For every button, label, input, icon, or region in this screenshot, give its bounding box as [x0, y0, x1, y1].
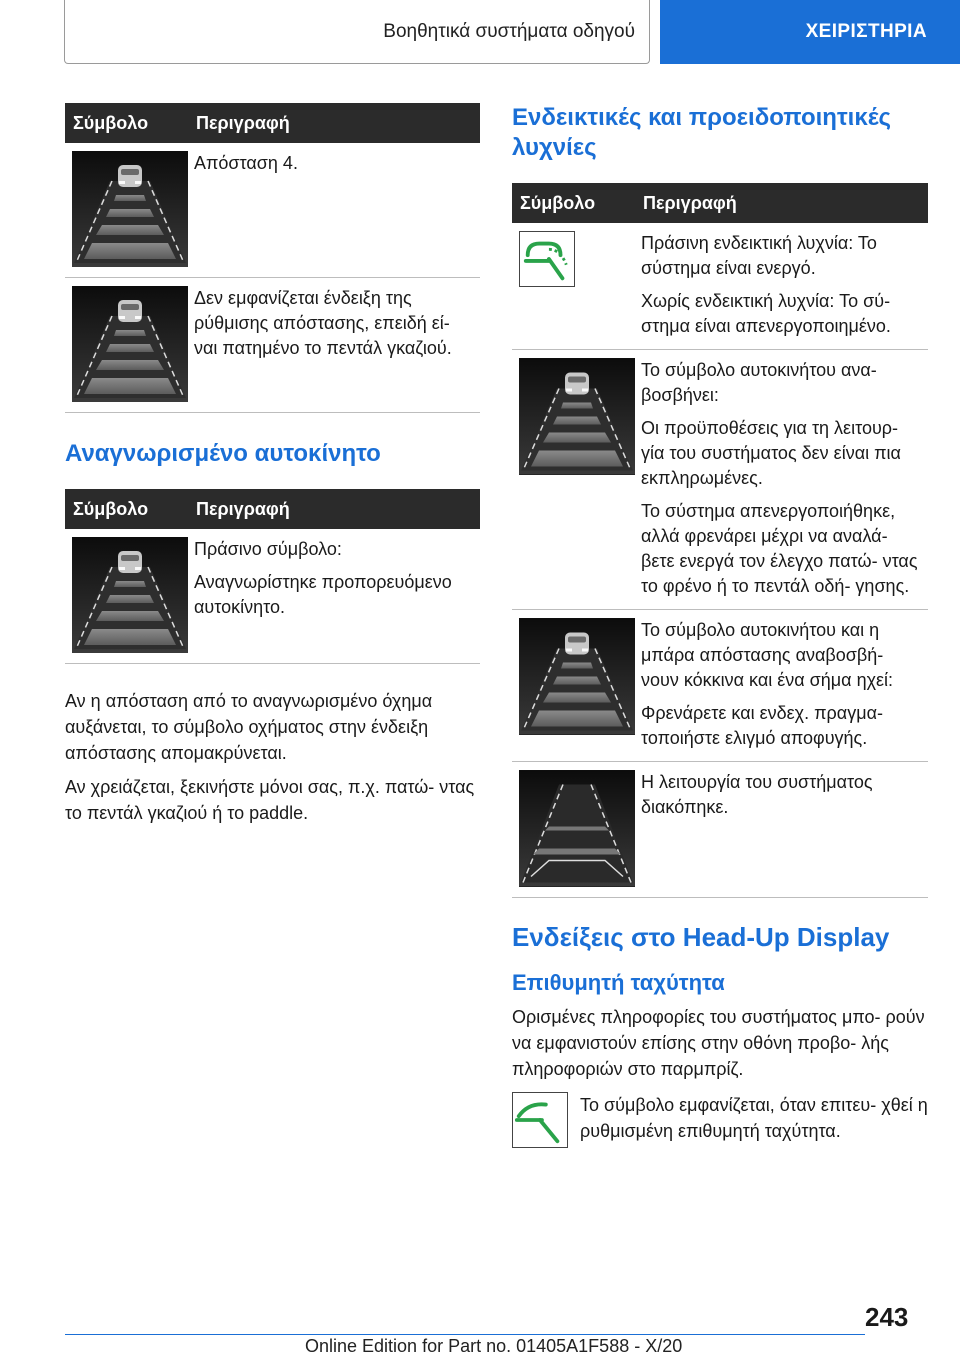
hud-icon-text: Το σύμβολο εμφανίζεται, όταν επιτευ- χθεί η ρυθμισμένη επιθυμητή ταχύτητα. [580, 1095, 928, 1141]
header-symbol: Σύμβολο [65, 103, 188, 143]
header-section-title: Βοηθητικά συστήματα οδηγού [383, 20, 635, 42]
left-column [65, 103, 480, 826]
table-row [512, 223, 928, 350]
section-title-hud: Ενδείξεις στο Head-Up Display [512, 922, 890, 952]
row-text: Απόσταση 4. [194, 153, 298, 173]
row-text: Το σύστημα απενεργοποιήθηκε, αλλά φρενάρει μέχρι να αναλά- βετε ενεργά τον έλεγχο πατώ- ντας το φρένο ή το πεντάλ οδή- γησης. [641, 501, 918, 596]
table-row [512, 610, 928, 762]
table-row [65, 143, 480, 278]
row-text: Η λειτουργία του συστήματος διακόπηκε. [641, 772, 873, 817]
section-title-recognized: Αναγνωρισμένο αυτοκίνητο [65, 440, 381, 467]
symbol-table-recognized [65, 489, 480, 664]
table-header-row [512, 183, 928, 223]
row-text: Πράσινη ενδεικτική λυχνία: Το σύστημα είναι ενεργό. [641, 233, 877, 278]
section-title-lamps: Ενδεικτικές και προειδοποιητικές λυχνίες [512, 104, 892, 161]
row-text: Οι προϋποθέσεις για τη λειτουρ- γία του συστήματος δεν είναι πια εκπληρωμένες. [641, 418, 901, 488]
row-text: Χωρίς ενδεικτική λυχνία: Το σύ- στημα είναι απενεργοποιημένο. [641, 291, 891, 336]
header-description: Περιγραφή [188, 489, 480, 529]
header-chapter-title: ΧΕΙΡΙΣΤΗΡΙΑ [805, 21, 927, 42]
body-paragraph: Ορισμένες πληροφορίες του συστήματος μπο- ρούν να εμφανιστούν επίσης στην οθόνη προβο- λής πληροφοριών στο παρμπρίζ. [512, 1007, 925, 1079]
row-text: Το σύμβολο αυτοκινήτου και η μπάρα απόστασης αναβοσβή- νουν κόκκινα και ένα σήμα ηχεί: [641, 620, 894, 690]
body-paragraph: Αν χρειάζεται, ξεκινήστε μόνοι σας, π.χ. πατώ- ντας το πεντάλ γκαζιού ή το paddle. [65, 777, 475, 823]
desired-speed-hud-icon [512, 1092, 568, 1148]
header-symbol: Σύμβολο [65, 489, 188, 529]
row-text: Αναγνωρίστηκε προπορευόμενο αυτοκίνητο. [194, 572, 452, 617]
row-text: Το σύμβολο αυτοκινήτου ανα- βοσβήνει: [641, 360, 877, 405]
table-row [65, 278, 480, 413]
table-row [65, 529, 480, 664]
distance-accelerator-symbol [72, 286, 188, 402]
right-column [512, 103, 928, 1148]
table-header-row [65, 489, 480, 529]
recognized-vehicle-symbol [72, 537, 188, 653]
header-symbol: Σύμβολο [512, 183, 635, 223]
symbol-table-lamps [512, 183, 928, 898]
speed-indicator-lamp-icon [519, 231, 575, 287]
symbol-table-distance [65, 103, 480, 413]
row-text: Πράσινο σύμβολο: [194, 539, 342, 559]
hud-icon-row [512, 1092, 928, 1148]
header-description: Περιγραφή [188, 103, 480, 143]
distance-4-symbol [72, 151, 188, 267]
page-number: 243 [865, 1302, 909, 1332]
row-text: Δεν εμφανίζεται ένδειξη της ρύθμισης απόστασης, επειδή εί- ναι πατημένο το πεντάλ γκαζιού. [194, 288, 452, 358]
table-row [512, 762, 928, 898]
footer-edition: Online Edition for Part no. 01405A1F588 - X/20 [305, 1336, 683, 1356]
system-interrupted-symbol [519, 770, 635, 887]
row-text: Φρενάρετε και ενδεχ. πραγμα- τοποιήστε ελιγμό αποφυγής. [641, 703, 883, 748]
header-description: Περιγραφή [635, 183, 928, 223]
blinking-vehicle-symbol [519, 358, 635, 475]
header-chapter-tab[interactable] [660, 0, 960, 64]
body-paragraph: Αν η απόσταση από το αναγνωρισμένο όχημα αυξάνεται, το σύμβολο οχήματος στην ένδειξη απόστασης απομακρύνεται. [65, 691, 433, 763]
subsection-title-desired-speed: Επιθυμητή ταχύτητα [512, 970, 725, 995]
header-section [64, 0, 650, 64]
footer-divider [65, 1334, 865, 1335]
table-row [512, 350, 928, 610]
table-header-row [65, 103, 480, 143]
red-warning-vehicle-symbol [519, 618, 635, 735]
